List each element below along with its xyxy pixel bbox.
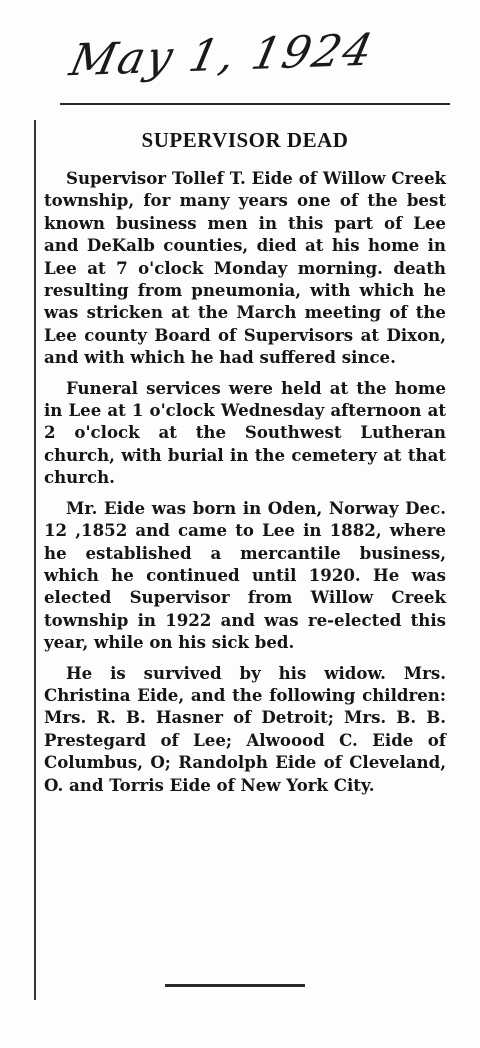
- left-column-rule: [34, 120, 36, 1000]
- article-paragraph-1: Supervisor Tollef T. Eide of Willow Creek township, for many years one of the best known business men in this part of Lee and DeKalb counties, died at his home in Lee at 7 o'clock Monday morning. death resulting from pneumonia, with which he was stricken at the March meeting of the Lee county Board of Supervisors at Dixon, and with which he had suffered since.: [44, 168, 446, 368]
- article-paragraph-2: Funeral services were held at the home in Lee at 1 o'clock Wednesday afternoon at 2 o'clock at the Southwest Lutheran church, with burial in the cemetery at that church.: [44, 377, 446, 488]
- article-paragraph-4: He is survived by his widow. Mrs. Christina Eide, and the following children: Mrs. R. B. Hasner of Detroit; Mrs. B. B. Prestegard of Lee; Alwoood C. Eide of Columbus, O; Randolph Eide of Cleveland, O. and Torris Eide of New York City.: [44, 662, 446, 795]
- article-end-rule: [165, 984, 305, 987]
- article-headline: SUPERVISOR DEAD: [141, 128, 349, 152]
- article-paragraph-3: Mr. Eide was born in Oden, Norway Dec. 12 ,1852 and came to Lee in 1882, where he established a mercantile business, which he continued until 1920. He was elected Supervisor from Willow Creek township in 1922 and was re-elected this year, while on his sick bed.: [44, 497, 446, 653]
- article: [44, 118, 446, 796]
- top-column-rule: [60, 103, 450, 105]
- handwritten-date: May 1, 1924: [65, 24, 379, 87]
